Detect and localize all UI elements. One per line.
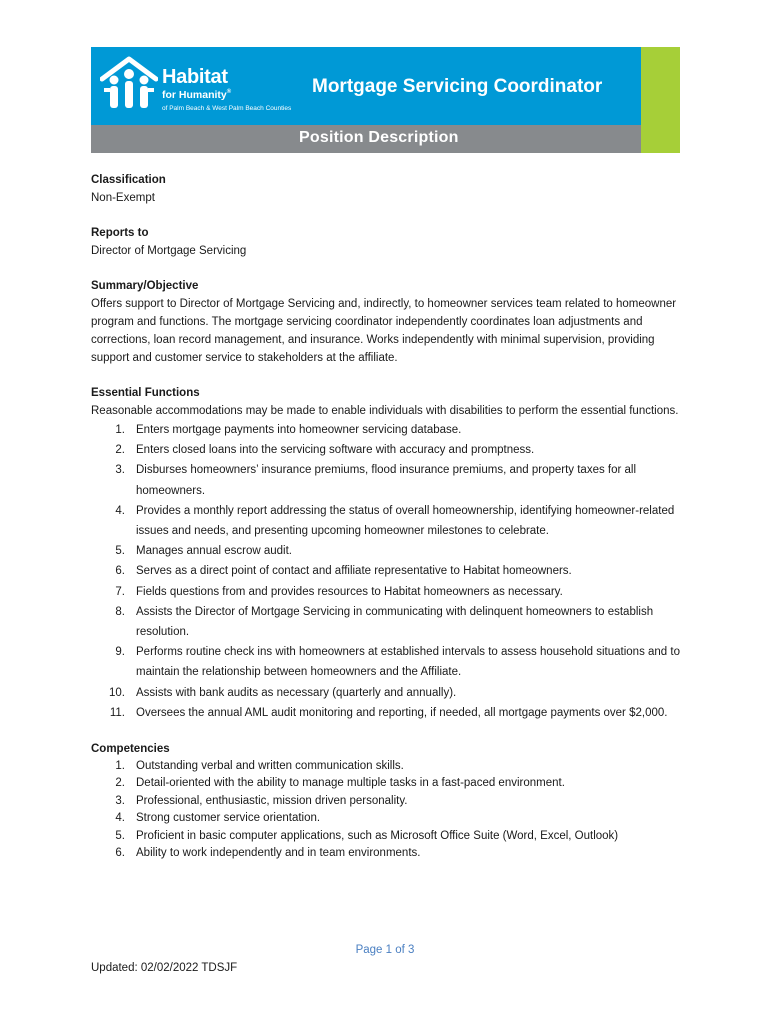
competencies-list [91, 758, 686, 862]
list-item: 6. Serves as a direct point of contact and affiliate representative to Habitat homeowners. [115, 565, 572, 578]
essential-functions-list [91, 420, 686, 723]
list-item: 7. Fields questions from and provides resources to Habitat homeowners as necessary. [115, 585, 563, 598]
page-title: Mortgage Servicing Coordinator [312, 76, 603, 97]
subtitle: Position Description [299, 129, 459, 146]
document-body [91, 171, 686, 879]
list-item: 8. Assists the Director of Mortgage Servicing in communicating with delinquent homeowners to establish resolution. [115, 605, 654, 639]
summary-heading: Summary/Objective [91, 280, 199, 292]
list-item: 4. Provides a monthly report addressing the status of overall homeownership, identifying homeowner-related issues and needs, and presenting upcoming homeowner milestones to celebrate. [115, 504, 675, 538]
logo-wordmark-sub: for Humanity® [162, 89, 232, 101]
list-item: 11. Oversees the annual AML audit monitoring and reporting, if needed, all mortgage payments over $2,000. [109, 706, 668, 719]
essential-functions-intro: Reasonable accommodations may be made to enable individuals with disabilities to perform the essential functions. [91, 405, 679, 417]
list-item: 3. Disburses homeowners’ insurance premiums, flood insurance premiums, and property taxes for all homeowners. [115, 464, 637, 497]
list-item: 1. Outstanding verbal and written communication skills. [115, 760, 404, 773]
list-item: 2. Enters closed loans into the servicing software with accuracy and promptness. [115, 444, 535, 457]
logo-wordmark: Habitat [162, 66, 228, 88]
updated-date: Updated: 02/02/2022 TDSJF [91, 962, 238, 974]
reports-to-value: Director of Mortgage Servicing [91, 245, 247, 257]
list-item: 9. Performs routine check ins with homeowners at established intervals to assess household situations and to maintain the relationship between homeowners and the Affiliate. [115, 646, 680, 679]
page-number: Page 1 of 3 [355, 944, 415, 956]
classification-section [91, 171, 686, 207]
summary-section [91, 277, 686, 367]
subtitle-bar [91, 125, 641, 153]
reports-to-heading: Reports to [91, 227, 149, 239]
list-item: 6. Ability to work independently and in team environments. [115, 847, 421, 860]
reports-to-section [91, 224, 686, 260]
list-item: 4. Strong customer service orientation. [115, 812, 321, 825]
list-item: 5. Proficient in basic computer applications, such as Microsoft Office Suite (Word, Excel, Outlook) [115, 829, 619, 842]
competencies-section [91, 740, 686, 862]
summary-text: Offers support to Director of Mortgage Servicing and, indirectly, to homeowner services team related to homeowner program and functions. The mortgage servicing coordinator independently coordinates loan adjustments and corrections, loan record management, and insurance. Works independently with minimal supervision, providing support and customer service to stakeholders at the affiliate. [91, 298, 677, 364]
essential-functions-heading: Essential Functions [91, 387, 200, 399]
essential-functions-section [91, 384, 686, 723]
habitat-logo [100, 55, 292, 115]
competencies-heading: Competencies [91, 743, 170, 756]
list-item: 2. Detail-oriented with the ability to manage multiple tasks in a fast-paced environment. [115, 777, 565, 790]
classification-value: Non-Exempt [91, 192, 155, 204]
habitat-house-people-icon [100, 55, 158, 111]
list-item: 1. Enters mortgage payments into homeowner servicing database. [115, 424, 462, 436]
header-accent-bar [641, 47, 680, 153]
list-item: 10. Assists with bank audits as necessary (quarterly and annually). [109, 686, 457, 699]
logo-affiliate: of Palm Beach & West Palm Beach Counties [162, 105, 292, 112]
list-item: 3. Professional, enthusiastic, mission driven personality. [115, 794, 408, 807]
classification-heading: Classification [91, 174, 166, 186]
list-item: 5. Manages annual escrow audit. [115, 545, 292, 558]
